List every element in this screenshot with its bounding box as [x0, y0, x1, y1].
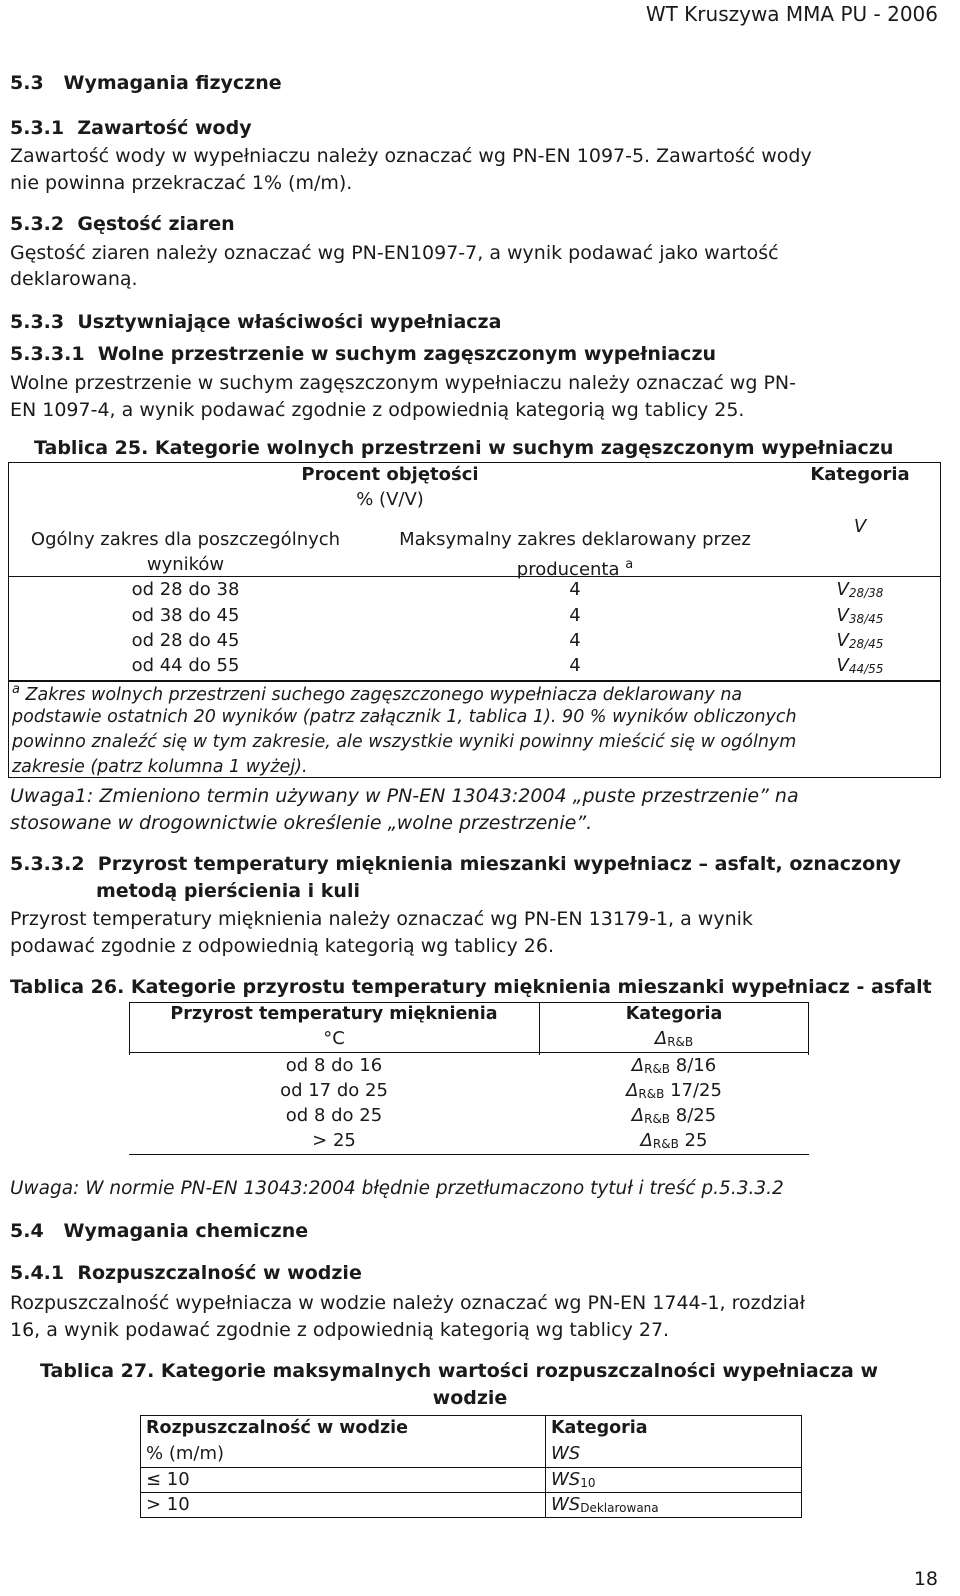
table-27-header-2: Kategoria [551, 1418, 648, 1438]
table-25-row-range: od 28 do 45 [131, 630, 240, 651]
section-title-cont: metodą pierścienia i kuli [96, 880, 360, 902]
table-27-row-range: > 10 [146, 1494, 190, 1515]
table-25-header-procent: Procent objętości [301, 464, 479, 485]
footnote-marker: a [625, 557, 634, 572]
delta-symbol: Δ [631, 1055, 645, 1076]
table-27-caption-cont: wodzie [432, 1387, 508, 1409]
delta-symbol: Δ [640, 1130, 653, 1151]
table-25-header-col1 [8, 527, 363, 577]
cat-sub: 28/38 [848, 586, 884, 600]
cat-value: 17/25 [670, 1080, 722, 1101]
section-5-3-3-heading [10, 311, 501, 333]
section-5-3-2-heading [10, 213, 235, 235]
cat-symbol: V [836, 605, 849, 626]
section-number: 5.4 [10, 1220, 44, 1242]
delta-symbol: Δ [654, 1028, 668, 1049]
table-26-row-cat [540, 1105, 808, 1126]
section-5-3-3-2-heading [10, 853, 901, 875]
section-number: 5.3.1 [10, 117, 65, 139]
table-25-row-max: 4 [569, 630, 581, 651]
section-title: Wymagania chemiczne [63, 1220, 309, 1242]
table-25-row-range: od 38 do 45 [131, 605, 240, 626]
section-number: 5.3.3.2 [10, 853, 85, 875]
cat-symbol: WS [551, 1469, 581, 1490]
table-25-row-cat [790, 579, 930, 600]
paragraph-line: Zawartość wody w wypełniaczu należy oznaczać wg PN-EN 1097-5. Zawartość wody [10, 145, 812, 167]
col1-line2: wyników [146, 554, 225, 575]
table-26-header-1-unit: °C [323, 1028, 345, 1049]
section-title: Przyrost temperatury mięknienia mieszanki wypełniacz – asfalt, oznaczony [97, 853, 902, 875]
table-25-row-max: 4 [569, 655, 581, 676]
note-line: stosowane w drogownictwie określenie „wolne przestrzenie”. [10, 812, 593, 834]
section-5-3-heading [10, 72, 282, 94]
paragraph-line: Gęstość ziaren należy oznaczać wg PN-EN1097-7, a wynik podawać jako wartość [10, 242, 779, 264]
table-27-row-rule [140, 1492, 802, 1493]
section-number: 5.3 [10, 72, 44, 94]
table-26-header-rule [129, 1052, 809, 1053]
table-26-row-cat [540, 1080, 808, 1101]
symbol-sub: R&B [652, 1137, 679, 1151]
section-title: Wolne przestrzenie w suchym zagęszczonym wypełniaczu [97, 343, 717, 365]
cat-value: 8/25 [675, 1105, 717, 1126]
cat-sub: 38/45 [848, 612, 884, 626]
table-25-header-symbol: V [853, 516, 867, 537]
table-25-row-cat [790, 630, 930, 651]
table-26-header-1: Przyrost temperatury mięknienia [170, 1004, 498, 1024]
table-26-row-range: > 25 [312, 1130, 356, 1151]
paragraph-line: nie powinna przekraczać 1% (m/m). [10, 172, 353, 194]
delta-symbol: Δ [631, 1105, 645, 1126]
col2-line2: producenta [516, 559, 620, 580]
table-26-header-2-symbol [540, 1028, 808, 1049]
section-number: 5.3.3.1 [10, 343, 85, 365]
symbol-sub: R&B [638, 1087, 665, 1101]
table-25-footnote-line: podstawie ostatnich 20 wyników (patrz załącznik 1, tablica 1). 90 % wyników obliczonych [12, 707, 797, 727]
table-27-header-1-unit: % (m/m) [146, 1443, 225, 1464]
table-25-row-max: 4 [569, 579, 581, 600]
table-25-footnote-line [12, 682, 742, 705]
paragraph-line: 16, a wynik podawać zgodnie z odpowiednią kategorią wg tablicy 27. [10, 1319, 670, 1341]
table-26-bottom-rule [129, 1154, 809, 1155]
table-25-row-range: od 28 do 38 [131, 579, 240, 600]
table-27-header-1: Rozpuszczalność w wodzie [146, 1418, 409, 1438]
table-26-row-cat [540, 1130, 808, 1151]
cat-sub: 10 [580, 1476, 596, 1490]
cat-symbol: V [836, 655, 849, 676]
paragraph-line: Przyrost temperatury mięknienia należy oznaczać wg PN-EN 13179-1, a wynik [10, 908, 753, 930]
section-5-4-heading [10, 1220, 308, 1242]
table-25-header-kategoria: Kategoria [810, 464, 910, 485]
col2-line1: Maksymalny zakres deklarowany przez [399, 529, 751, 550]
section-number: 5.3.3 [10, 311, 65, 333]
delta-symbol: Δ [626, 1080, 639, 1101]
section-title: Gęstość ziaren [77, 213, 235, 235]
running-header: WT Kruszywa MMA PU - 2006 [645, 2, 938, 26]
table-25-header-col2 [370, 527, 780, 582]
paragraph-line: Rozpuszczalność wypełniacza w wodzie należy oznaczać wg PN-EN 1744-1, rozdział [10, 1292, 805, 1314]
cat-sub: 28/45 [848, 637, 884, 651]
table-25-row-cat [790, 605, 930, 626]
page-number: 18 [913, 1568, 938, 1590]
table-26-row-range: od 8 do 25 [285, 1105, 383, 1126]
section-title: Rozpuszczalność w wodzie [77, 1262, 362, 1284]
section-5-4-1-heading [10, 1262, 362, 1284]
table-25-row-range: od 44 do 55 [131, 655, 240, 676]
table-26-caption: Tablica 26. Kategorie przyrostu temperatury mięknienia mieszanki wypełniacz - asfalt [10, 976, 932, 998]
symbol-sub: R&B [667, 1035, 694, 1049]
section-5-3-3-1-heading [10, 343, 716, 365]
paragraph-line: podawać zgodnie z odpowiednią kategorią wg tablicy 26. [10, 935, 554, 957]
table-26-row-cat [540, 1055, 808, 1076]
table-26-right-rule [808, 1002, 809, 1055]
table-26-top-rule [129, 1002, 809, 1003]
section-5-3-1-heading [10, 117, 252, 139]
paragraph-line: deklarowaną. [10, 268, 138, 290]
table-26-header-2: Kategoria [625, 1004, 723, 1024]
footnote-text: Zakres wolnych przestrzeni suchego zagęszczonego wypełniacza deklarowany na [25, 684, 743, 705]
section-title: Usztywniające właściwości wypełniacza [77, 311, 502, 333]
paragraph-line: EN 1097-4, a wynik podawać zgodnie z odpowiednią kategorią wg tablicy 25. [10, 399, 745, 421]
table-27-row-cat [551, 1494, 659, 1515]
table-27-header-rule [140, 1467, 802, 1468]
table-25-footnote-line: zakresie (patrz kolumna 1 wyżej). [12, 757, 308, 777]
cat-symbol: V [836, 630, 849, 651]
cat-value: 8/16 [675, 1055, 717, 1076]
cat-symbol: WS [551, 1494, 581, 1515]
table-25-row-max: 4 [569, 605, 581, 626]
section-title: Wymagania fizyczne [63, 72, 282, 94]
symbol-sub: R&B [644, 1112, 671, 1126]
cat-value: 25 [684, 1130, 708, 1151]
table-27-row-cat [551, 1469, 596, 1490]
col1-line1: Ogólny zakres dla poszczególnych [30, 529, 341, 550]
cat-sub: 44/55 [848, 662, 884, 676]
table-26-note: Uwaga: W normie PN-EN 13043:2004 błędnie przetłumaczono tytuł i treść p.5.3.3.2 [10, 1178, 784, 1199]
table-25-caption: Tablica 25. Kategorie wolnych przestrzeni w suchym zagęszczonym wypełniaczu [34, 437, 894, 459]
section-number: 5.4.1 [10, 1262, 65, 1284]
table-27-header-2-symbol: WS [551, 1443, 581, 1464]
table-26-row-range: od 8 do 16 [285, 1055, 383, 1076]
symbol-sub: R&B [644, 1062, 671, 1076]
table-26-row-range: od 17 do 25 [280, 1080, 388, 1101]
table-27-row-range: ≤ 10 [146, 1469, 190, 1490]
table-27-caption: Tablica 27. Kategorie maksymalnych wartości rozpuszczalności wypełniacza w [40, 1360, 879, 1382]
section-number: 5.3.2 [10, 213, 65, 235]
note-line: Uwaga1: Zmieniono termin używany w PN-EN 13043:2004 „puste przestrzenie” na [10, 785, 799, 807]
section-title: Zawartość wody [77, 117, 252, 139]
paragraph-line: Wolne przestrzenie w suchym zagęszczonym wypełniaczu należy oznaczać wg PN- [10, 372, 796, 394]
table-25-row-cat [790, 655, 930, 676]
table-25-footnote-line: powinno znaleźć się w tym zakresie, ale wszystkie wyniki powinny mieścić się w ogólnym [12, 732, 797, 752]
footnote-marker: a [12, 682, 20, 697]
table-25-header-unit: % (V/V) [356, 489, 424, 510]
cat-sub: Deklarowana [580, 1501, 659, 1515]
cat-symbol: V [836, 579, 849, 600]
